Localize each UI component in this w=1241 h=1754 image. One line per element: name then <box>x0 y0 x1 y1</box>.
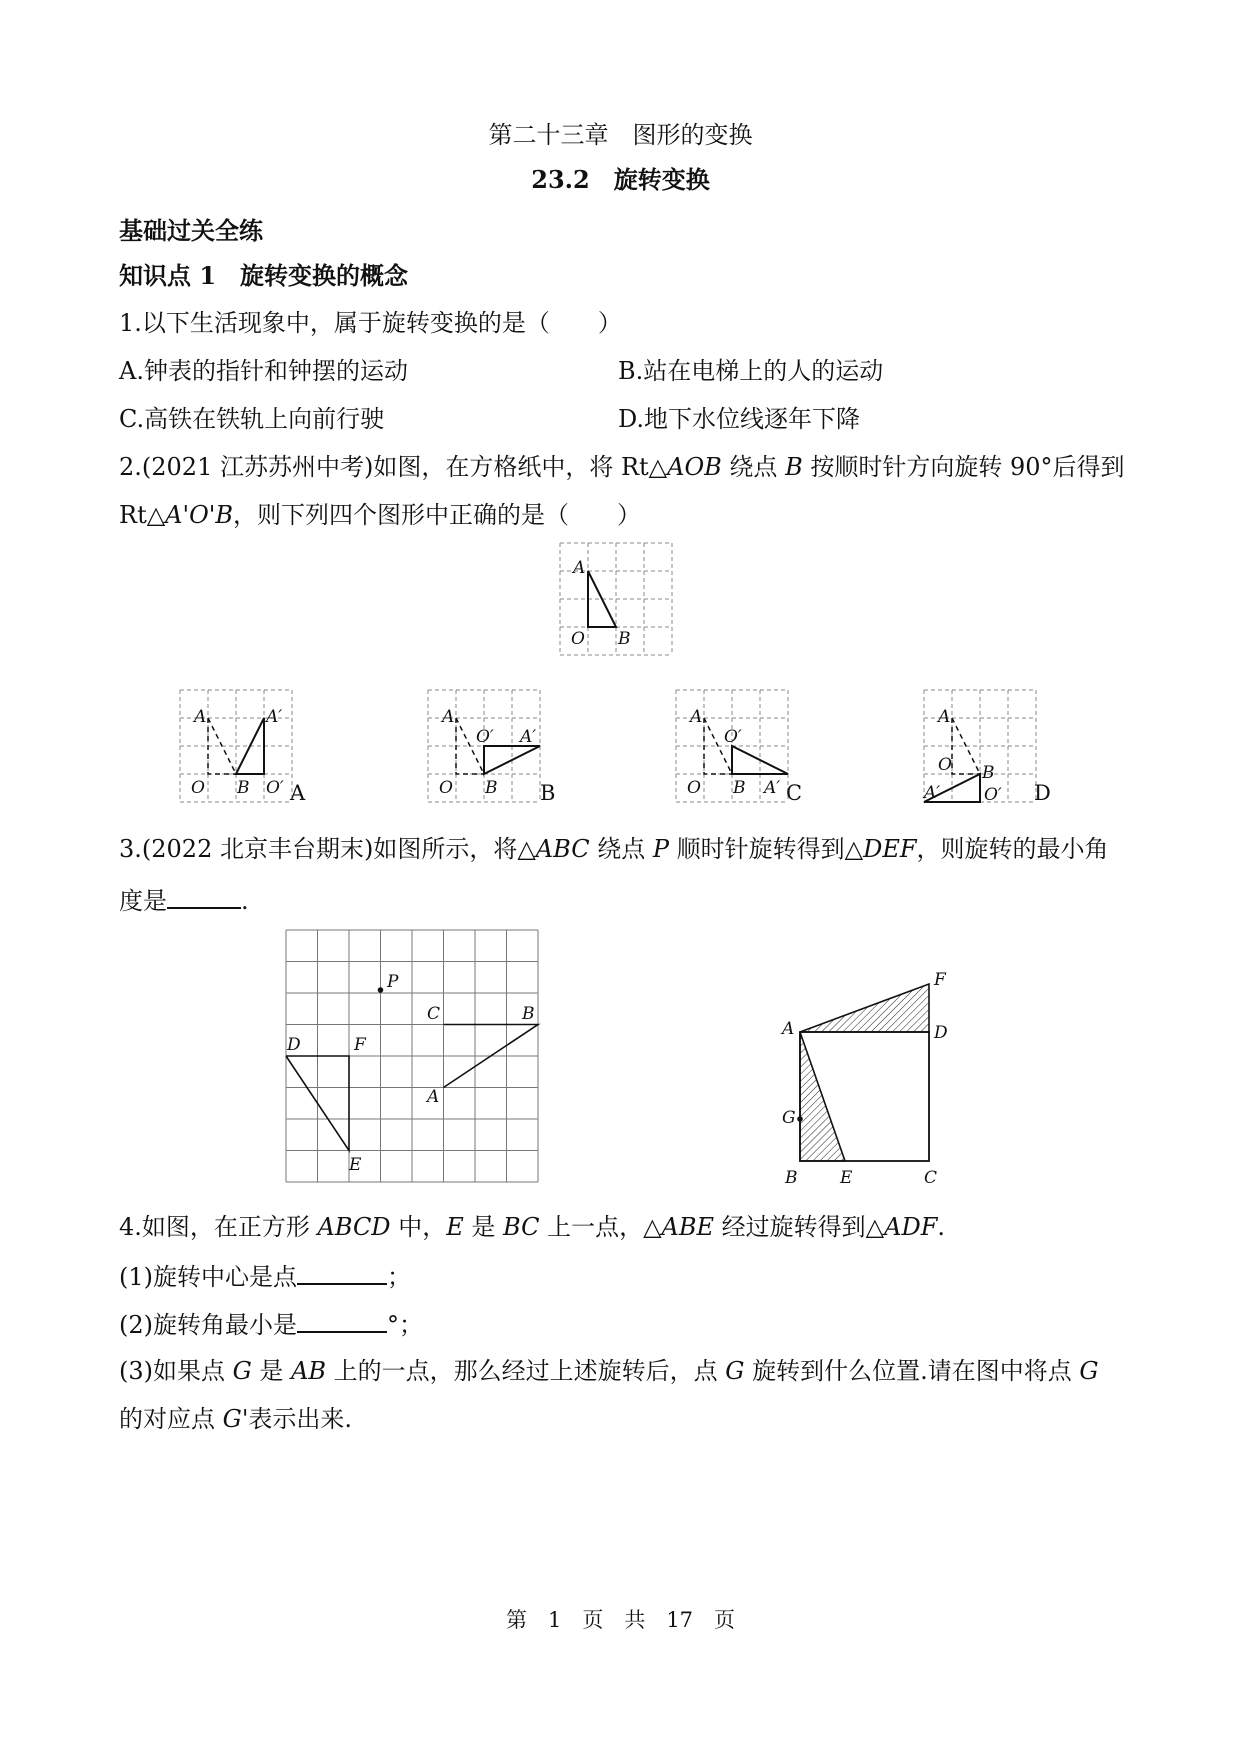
q3-stem-line2: 度是 . <box>119 883 249 917</box>
q1-option-d: D.地下水位线逐年下降 <box>618 405 861 433</box>
svg-text:G: G <box>782 1108 796 1128</box>
svg-text:A′: A′ <box>924 783 941 803</box>
q2-option-c-letter: C <box>786 781 803 805</box>
svg-text:O: O <box>571 629 585 649</box>
svg-text:C: C <box>427 1004 441 1024</box>
svg-text:D: D <box>287 1035 301 1055</box>
q4-sub2: (2)旋转角最小是 °； <box>119 1307 423 1341</box>
svg-text:A: A <box>938 707 951 727</box>
q1-stem: 1.以下生活现象中，属于旋转变换的是（ ） <box>119 309 622 337</box>
svg-text:A: A <box>782 1019 795 1039</box>
q2-stem-line2: Rt△A'O'B，则下列四个图形中正确的是（ ） <box>119 501 642 529</box>
svg-text:C: C <box>924 1168 938 1188</box>
q4-stem: 4.如图，在正方形 ABCD 中，E 是 BC 上一点，△ABE 经过旋转得到△ADF. <box>119 1213 946 1241</box>
svg-text:O: O <box>938 755 952 775</box>
q4-sub1: (1)旋转中心是点 ； <box>119 1259 411 1293</box>
svg-text:P: P <box>387 972 399 992</box>
knowledge-point-title: 知识点 1 旋转变换的概念 <box>119 261 409 290</box>
svg-text:A: A <box>427 1087 440 1107</box>
chapter-title: 第二十三章 图形的变换 <box>488 121 753 149</box>
svg-text:A: A <box>194 707 207 727</box>
svg-text:B: B <box>982 763 995 783</box>
svg-text:F: F <box>934 970 946 990</box>
q1-option-a: A.钟表的指针和钟摆的运动 <box>119 357 408 385</box>
svg-text:A′: A′ <box>764 778 781 798</box>
svg-text:A: A <box>690 707 703 727</box>
q4-sub3-line1: (3)如果点 G 是 AB 上的一点，那么经过上述旋转后，点 G 旋转到什么位置.请在图中将点 G <box>119 1357 1099 1385</box>
svg-text:A: A <box>573 558 586 578</box>
svg-text:A′: A′ <box>520 727 537 747</box>
svg-text:A′: A′ <box>266 707 283 727</box>
svg-text:B: B <box>733 778 746 798</box>
q2-main-figure <box>560 543 676 659</box>
q2-stem-line1: 2.(2021 江苏苏州中考)如图，在方格纸中，将 Rt△AOB 绕点 B 按顺时针方向旋转 90°后得到 <box>119 453 1125 481</box>
q1-option-b: B.站在电梯上的人的运动 <box>618 357 884 385</box>
svg-text:A: A <box>442 707 455 727</box>
svg-text:O′: O′ <box>724 727 742 747</box>
q2-option-c-figure <box>676 690 816 806</box>
svg-text:E: E <box>840 1168 853 1188</box>
q4-sub1-blank <box>297 1259 387 1285</box>
svg-text:O′: O′ <box>266 778 284 798</box>
q1-option-c: C.高铁在铁轨上向前行驶 <box>119 405 385 433</box>
svg-text:O′: O′ <box>476 727 494 747</box>
q4-sub2-blank <box>297 1307 387 1333</box>
practice-title: 基础过关全练 <box>119 216 263 245</box>
svg-text:B: B <box>618 629 631 649</box>
svg-text:O′: O′ <box>984 785 1002 805</box>
q4-square-figure <box>780 960 960 1190</box>
svg-text:B: B <box>785 1168 798 1188</box>
q2-option-a-figure <box>180 690 320 806</box>
section-title: 23.2 旋转变换 <box>531 165 710 194</box>
q2-option-d-letter: D <box>1034 781 1051 805</box>
svg-text:D: D <box>934 1023 948 1043</box>
page-footer: 第 1 页 共 17 页 <box>505 1608 736 1632</box>
svg-text:O: O <box>191 778 205 798</box>
q2-option-d-figure <box>924 690 1064 806</box>
q2-option-b-letter: B <box>540 781 556 805</box>
svg-text:F: F <box>354 1035 366 1055</box>
svg-text:E: E <box>349 1155 362 1175</box>
q3-stem-line1: 3.(2022 北京丰台期末)如图所示，将△ABC 绕点 P 顺时针旋转得到△DEF，则旋转的最小角 <box>119 835 1109 863</box>
svg-text:O: O <box>439 778 453 798</box>
q2-option-b-figure <box>428 690 568 806</box>
svg-text:B: B <box>237 778 250 798</box>
q3-grid-figure <box>286 930 546 1190</box>
q2-option-a-letter: A <box>290 781 306 805</box>
svg-text:B: B <box>485 778 498 798</box>
q3-answer-blank <box>167 883 241 909</box>
svg-text:O: O <box>687 778 701 798</box>
svg-text:B: B <box>522 1004 535 1024</box>
q4-sub3-line2: 的对应点 G'表示出来. <box>119 1405 353 1433</box>
